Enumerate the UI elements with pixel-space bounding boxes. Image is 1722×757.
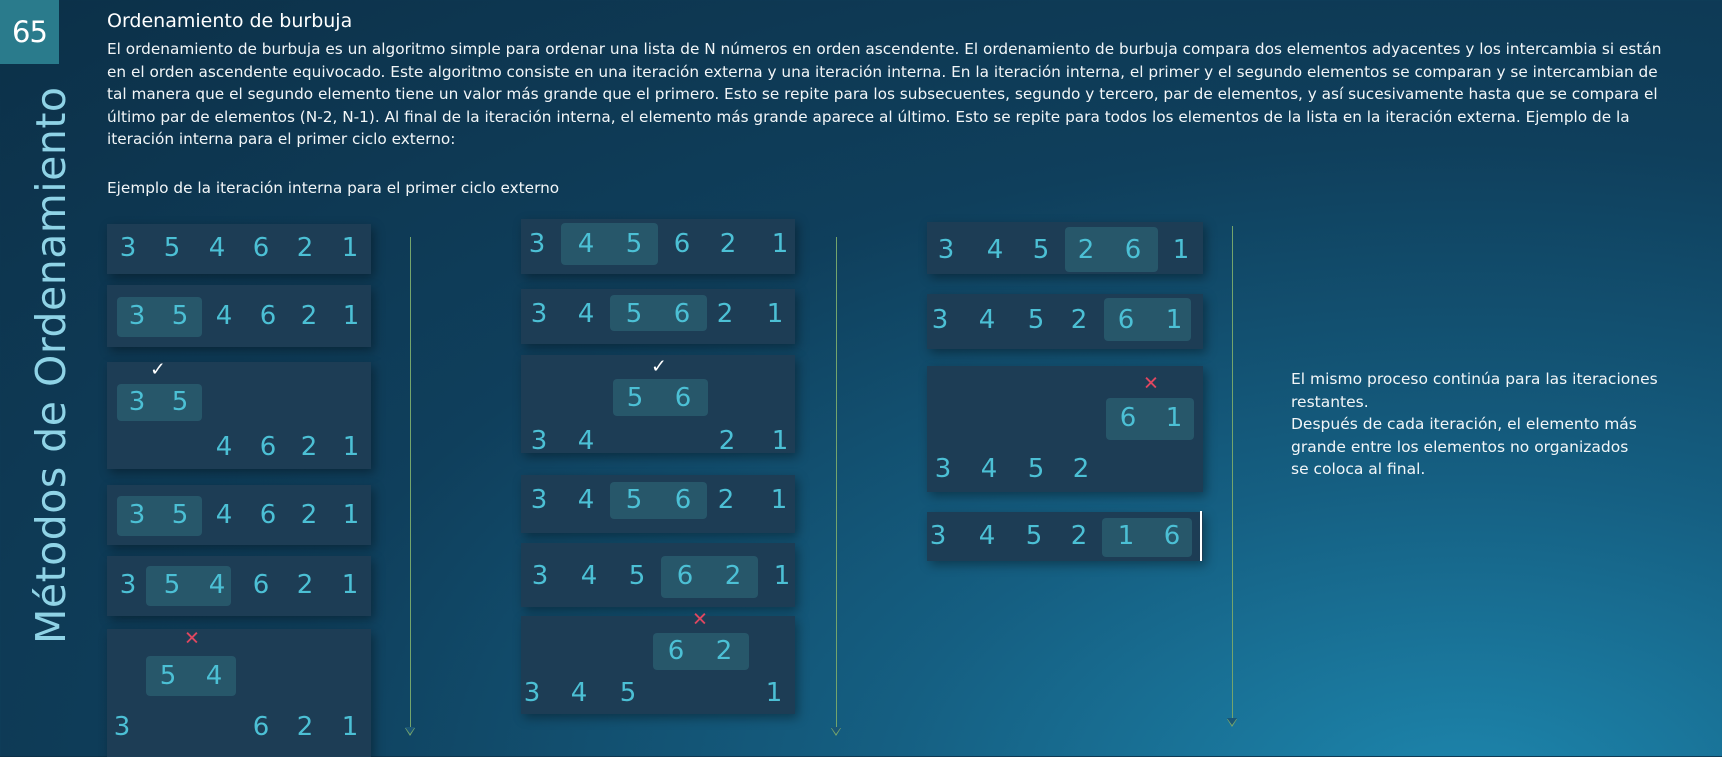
array-digit: 2 xyxy=(296,712,314,742)
array-digit: 2 xyxy=(717,485,735,515)
array-digit: 1 xyxy=(342,301,360,331)
array-digit: 2 xyxy=(716,299,734,329)
array-digit: 6 xyxy=(252,570,270,600)
array-digit: 6 xyxy=(674,485,692,515)
array-digit: 6 xyxy=(1119,403,1137,433)
example-caption: Ejemplo de la iteración interna para el primer ciclo externo xyxy=(107,179,560,197)
array-digit: 5 xyxy=(1027,305,1045,335)
array-digit: 6 xyxy=(673,229,691,259)
array-digit: 5 xyxy=(171,301,189,331)
note-line: se coloca al final. xyxy=(1291,460,1426,478)
intro-paragraph: El ordenamiento de burbuja es un algoritmo simple para ordenar una lista de N números en orden ascendente. El ordenamiento de burbuja compara dos elementos adyacentes y los intercambia si están en el orden ascendente equivocado. Este algoritmo consiste en una iteración externa y una iteración interna. En la iteración interna, el primer y el segundo elementos se comparan y se intercambian de tal manera que el segundo elemento tiene un valor más grande que el primero. Esto se repite para los subsecuentes, segundo y tercero, par de elementos, y así sucesivamente hasta que se compara el último par de elementos (N-2, N-1). Al final de la iteración interna, el elemento más grande aparece al último. Esto se repite para todos los elementos de la lista en la iteración externa. Ejemplo de la iteración interna para el primer ciclo externo: xyxy=(107,40,1662,148)
array-digit: 6 xyxy=(673,299,691,329)
array-digit: 4 xyxy=(215,301,233,331)
check-icon: ✓ xyxy=(150,358,166,381)
page-number: 65 xyxy=(12,15,47,49)
array-digit: 2 xyxy=(719,229,737,259)
array-digit: 1 xyxy=(766,299,784,329)
array-digit: 3 xyxy=(528,229,546,259)
array-digit: 2 xyxy=(1077,235,1095,265)
array-digit: 1 xyxy=(773,561,791,591)
note-line: Después de cada iteración, el elemento más xyxy=(1291,415,1637,433)
array-digit: 1 xyxy=(1172,235,1190,265)
cross-icon: ✕ xyxy=(1143,372,1159,395)
page-number-badge xyxy=(0,0,59,64)
array-digit: 1 xyxy=(765,678,783,708)
array-digit: 6 xyxy=(1117,305,1135,335)
array-digit: 5 xyxy=(625,299,643,329)
iteration-arrow-1 xyxy=(410,237,411,735)
text-cursor xyxy=(1200,511,1202,561)
array-digit: 4 xyxy=(577,485,595,515)
compared-pair-highlight xyxy=(561,223,658,265)
note-line: grande entre los elementos no organizados xyxy=(1291,437,1629,456)
array-digit: 5 xyxy=(163,570,181,600)
compared-pair-highlight xyxy=(661,556,758,598)
array-digit: 6 xyxy=(674,383,692,413)
array-digit: 3 xyxy=(530,426,548,456)
array-digit: 5 xyxy=(625,229,643,259)
array-digit: 2 xyxy=(715,636,733,666)
array-digit: 2 xyxy=(718,426,736,456)
slide-title: Ordenamiento de burbuja xyxy=(107,10,353,32)
array-digit: 1 xyxy=(341,712,359,742)
cross-icon: ✕ xyxy=(692,608,708,631)
array-digit: 4 xyxy=(577,229,595,259)
array-digit: 2 xyxy=(1070,305,1088,335)
array-digit: 2 xyxy=(724,561,742,591)
iteration-arrow-2 xyxy=(836,237,837,735)
array-digit: 4 xyxy=(577,426,595,456)
section-title: Métodos de Ordenamiento xyxy=(27,86,75,644)
array-digit: 6 xyxy=(259,500,277,530)
process-note xyxy=(1291,368,1671,481)
array-digit: 6 xyxy=(252,712,270,742)
array-digit: 5 xyxy=(619,678,637,708)
array-digit: 1 xyxy=(342,432,360,462)
array-digit: 3 xyxy=(128,301,146,331)
compared-pair-highlight xyxy=(610,482,707,519)
array-digit: 4 xyxy=(215,500,233,530)
array-digit: 5 xyxy=(628,561,646,591)
array-digit: 4 xyxy=(980,454,998,484)
array-digit: 3 xyxy=(128,387,146,417)
array-digit: 3 xyxy=(113,712,131,742)
iteration-arrow-3 xyxy=(1232,226,1233,726)
array-digit: 4 xyxy=(208,570,226,600)
array-digit: 2 xyxy=(296,570,314,600)
array-digit: 6 xyxy=(676,561,694,591)
array-digit: 6 xyxy=(252,233,270,263)
array-digit: 6 xyxy=(259,432,277,462)
array-digit: 3 xyxy=(523,678,541,708)
array-digit: 1 xyxy=(771,426,789,456)
array-digit: 5 xyxy=(163,233,181,263)
array-digit: 5 xyxy=(1032,235,1050,265)
array-digit: 3 xyxy=(931,305,949,335)
array-digit: 1 xyxy=(771,229,789,259)
array-digit: 2 xyxy=(300,432,318,462)
array-digit: 4 xyxy=(208,233,226,263)
array-digit: 3 xyxy=(929,521,947,551)
array-digit: 2 xyxy=(296,233,314,263)
array-digit: 5 xyxy=(1025,521,1043,551)
array-digit: 6 xyxy=(1163,521,1181,551)
array-digit: 1 xyxy=(1117,521,1135,551)
array-digit: 3 xyxy=(934,454,952,484)
array-digit: 5 xyxy=(171,387,189,417)
compared-pair-highlight xyxy=(610,295,707,331)
array-digit: 2 xyxy=(300,500,318,530)
array-digit: 4 xyxy=(978,305,996,335)
array-digit: 5 xyxy=(1027,454,1045,484)
array-digit: 1 xyxy=(1165,403,1183,433)
array-digit: 4 xyxy=(577,299,595,329)
array-digit: 5 xyxy=(625,485,643,515)
note-line: restantes. xyxy=(1291,392,1369,411)
array-digit: 3 xyxy=(937,235,955,265)
array-digit: 2 xyxy=(1070,521,1088,551)
array-digit: 4 xyxy=(205,661,223,691)
array-digit: 1 xyxy=(341,570,359,600)
array-digit: 3 xyxy=(530,299,548,329)
array-digit: 3 xyxy=(530,485,548,515)
cross-icon: ✕ xyxy=(184,627,200,650)
array-digit: 5 xyxy=(171,500,189,530)
array-digit: 3 xyxy=(128,500,146,530)
step-panel xyxy=(107,224,371,274)
array-digit: 1 xyxy=(342,500,360,530)
check-icon: ✓ xyxy=(651,355,667,378)
array-digit: 6 xyxy=(1124,235,1142,265)
array-digit: 1 xyxy=(770,485,788,515)
note-line: El mismo proceso continúa para las iteraciones xyxy=(1291,370,1658,388)
array-digit: 4 xyxy=(215,432,233,462)
array-digit: 3 xyxy=(119,570,137,600)
array-digit: 2 xyxy=(1072,454,1090,484)
array-digit: 3 xyxy=(119,233,137,263)
array-digit: 3 xyxy=(531,561,549,591)
array-digit: 4 xyxy=(986,235,1004,265)
array-digit: 6 xyxy=(667,636,685,666)
array-digit: 4 xyxy=(978,521,996,551)
array-digit: 4 xyxy=(580,561,598,591)
array-digit: 5 xyxy=(626,383,644,413)
array-digit: 4 xyxy=(570,678,588,708)
array-digit: 2 xyxy=(300,301,318,331)
array-digit: 5 xyxy=(159,661,177,691)
array-digit: 6 xyxy=(259,301,277,331)
array-digit: 1 xyxy=(1165,305,1183,335)
array-digit: 1 xyxy=(341,233,359,263)
